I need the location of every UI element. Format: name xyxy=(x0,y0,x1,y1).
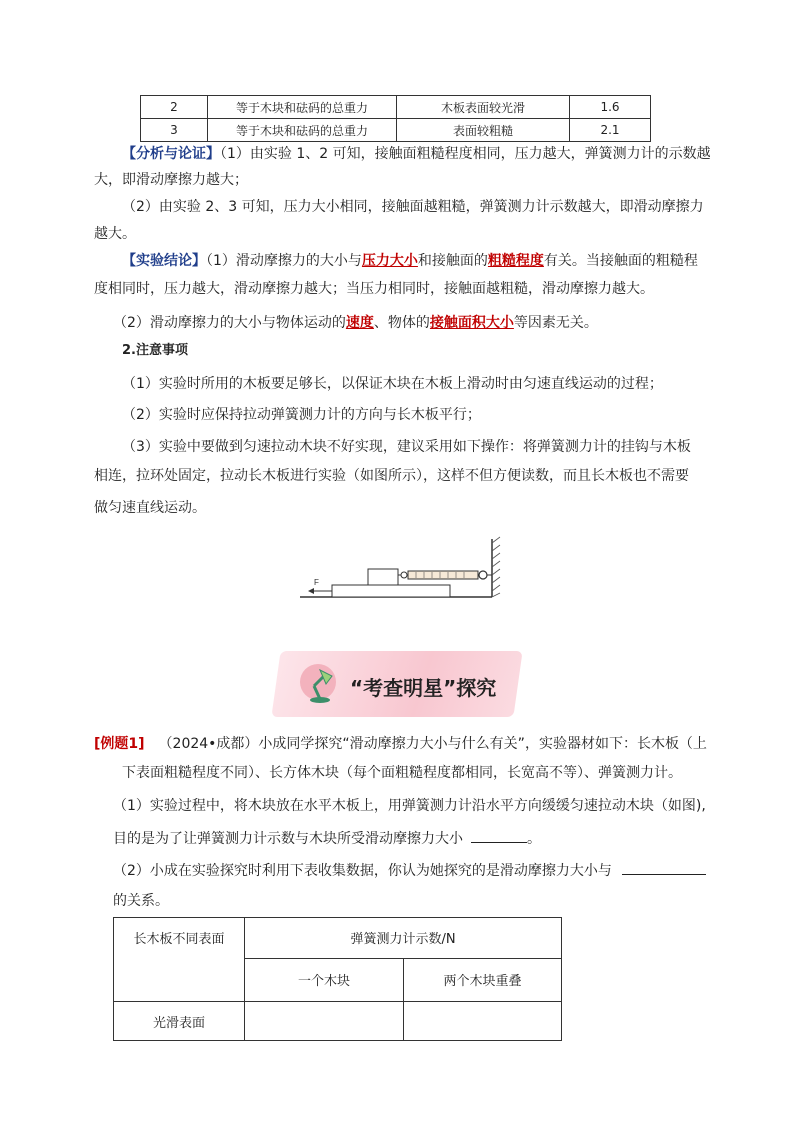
question-1: （1）实验过程中，将木块放在水平木板上，用弹簧测力计沿水平方向缓缓匀速拉动木块（如图), xyxy=(113,798,706,814)
note-3-cont-2: 做匀速直线运动。 xyxy=(94,500,206,516)
conclusion-line-2: 度相同时，压力越大，滑动摩擦力越大；当压力相同时，接触面越粗糙，滑动摩擦力越大。 xyxy=(94,281,654,297)
analysis-para-1-cont: 大，即滑动摩擦力越大； xyxy=(94,172,248,188)
table-cell: 木板表面较光滑 xyxy=(397,96,570,119)
note-3: （3）实验中要做到匀速拉动木块不好实现，建议采用如下操作：将弹簧测力计的挂钩与木板 xyxy=(122,439,691,455)
example-tag: [例题1] xyxy=(94,736,145,752)
analysis-tag: 【分析与论证】 xyxy=(122,146,220,162)
text: 等因素无关。 xyxy=(513,315,598,331)
question-2 xyxy=(113,861,706,881)
example-line-2: 下表面粗糙程度不同）、长方体木块（每个面粗糙程度都相同，长宽高不等）、弹簧测力计。 xyxy=(122,765,682,781)
table-header: 一个木块 xyxy=(245,958,404,1001)
analysis-para-1 xyxy=(122,144,711,164)
analysis-para-2: （2）由实验 2、3 可知，压力大小相同，接触面越粗糙，弹簧测力计示数越大，即滑动摩擦力 xyxy=(122,199,704,215)
answer-blank-2[interactable] xyxy=(622,874,706,875)
force-label: F xyxy=(314,578,319,587)
table-cell: 等于木块和砝码的总重力 xyxy=(208,119,397,142)
experiment-table xyxy=(140,95,651,142)
table-row xyxy=(114,1002,562,1041)
text: （1）滑动摩擦力的大小与 xyxy=(206,253,362,269)
table-header: 长木板不同表面 xyxy=(114,918,245,1002)
hook-ring xyxy=(401,572,407,578)
keyword: 接触面积大小 xyxy=(429,315,514,331)
table-header: 两个木块重叠 xyxy=(404,958,562,1001)
table-header: 弹簧测力计示数/N xyxy=(245,918,562,959)
table-row xyxy=(141,96,651,119)
table-cell: 表面较粗糙 xyxy=(397,119,570,142)
text: 、物体的 xyxy=(373,315,430,331)
wall-hatch xyxy=(492,537,500,597)
table-cell-empty[interactable] xyxy=(245,1002,404,1041)
table-cell-empty[interactable] xyxy=(404,1002,562,1041)
table-cell: 3 xyxy=(141,119,208,142)
text: 目的是为了让弹簧测力计示数与木块所受滑动摩擦力大小 xyxy=(113,831,463,847)
conclusion-line-3 xyxy=(113,313,598,333)
table-row xyxy=(114,918,562,959)
pull-ring xyxy=(479,571,487,579)
text: 和接触面的 xyxy=(417,253,488,269)
question-2-cont: 的关系。 xyxy=(113,893,169,909)
text: 有关。当接触面的粗糙程 xyxy=(543,253,698,269)
long-board xyxy=(332,585,450,597)
table-cell: 2 xyxy=(141,96,208,119)
experiment-figure xyxy=(296,535,508,603)
keyword: 压力大小 xyxy=(361,253,418,269)
spring-scale xyxy=(408,571,478,579)
text: 。 xyxy=(527,831,541,847)
table-cell: 1.6 xyxy=(570,96,651,119)
keyword: 粗糙程度 xyxy=(487,253,544,269)
keyword: 速度 xyxy=(345,315,374,331)
text: （2）小成在实验探究时利用下表收集数据，你认为她探究的是滑动摩擦力大小与 xyxy=(113,863,612,879)
text: （2）滑动摩擦力的大小与物体运动的 xyxy=(113,315,346,331)
conclusion-tag: 【实验结论】 xyxy=(122,253,206,269)
lamp-icon xyxy=(298,660,342,706)
analysis-para-2-cont: 越大。 xyxy=(94,226,136,242)
text: （2024•成都）小成同学探究“滑动摩擦力大小与什么有关”，实验器材如下：长木板（上 xyxy=(158,736,707,752)
conclusion-line-1 xyxy=(122,251,698,271)
note-3-cont-1: 相连，拉环处固定，拉动长木板进行实验（如图所示），这样不但方便读数，而且长木板也不需要 xyxy=(94,468,689,484)
analysis-text: （1）由实验 1、2 可知，接触面粗糙程度相同，压力越大，弹簧测力计的示数越 xyxy=(220,146,711,162)
table-cell: 等于木块和砝码的总重力 xyxy=(208,96,397,119)
example-line-1 xyxy=(94,734,707,754)
table-cell: 2.1 xyxy=(570,119,651,142)
note-2: （2）实验时应保持拉动弹簧测力计的方向与长木板平行； xyxy=(122,407,481,423)
table-row xyxy=(141,119,651,142)
answer-blank-1[interactable] xyxy=(471,842,527,843)
data-table xyxy=(113,917,562,1041)
table-cell: 光滑表面 xyxy=(114,1002,245,1041)
note-1: （1）实验时所用的木板要足够长，以保证木块在木板上滑动时由匀速直线运动的过程； xyxy=(122,376,663,392)
wood-block xyxy=(368,569,398,585)
notes-heading: 2.注意事项 xyxy=(122,343,188,358)
banner-title: “考查明星”探究 xyxy=(350,676,497,700)
force-arrowhead xyxy=(308,588,314,594)
question-1-cont xyxy=(113,829,541,849)
